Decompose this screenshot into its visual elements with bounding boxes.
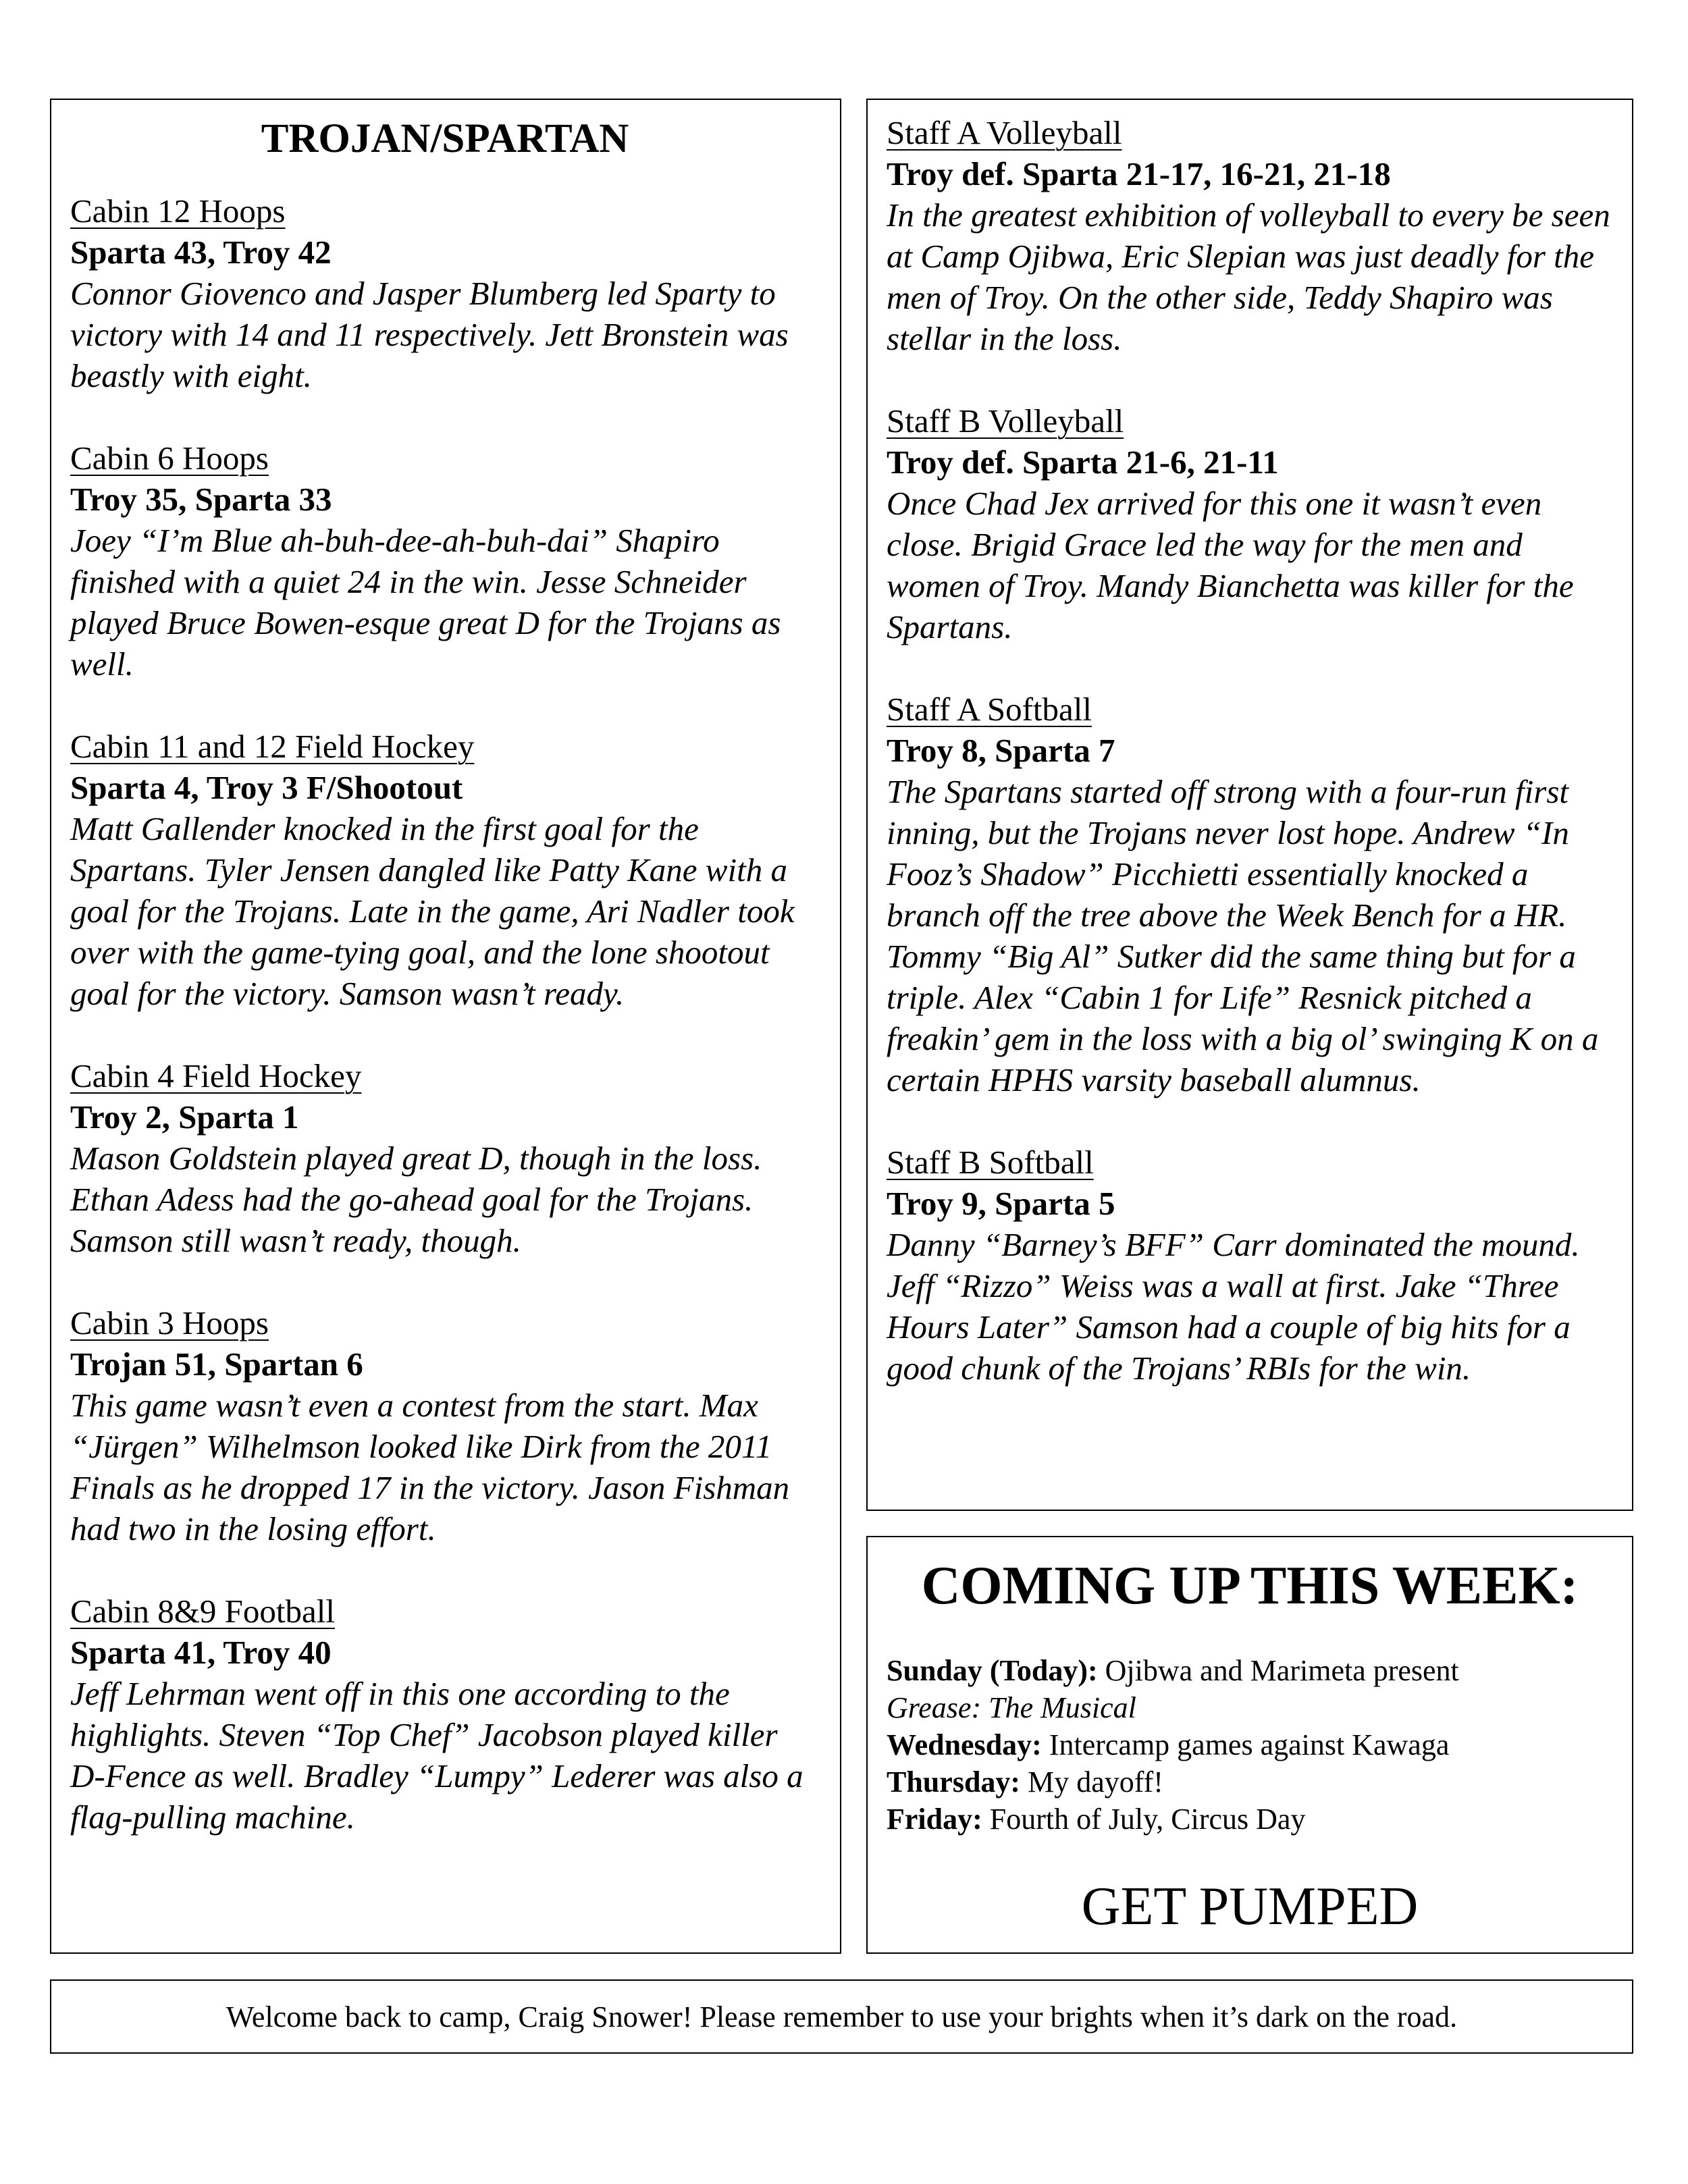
trojan-spartan-box [50,99,841,1954]
section-title: TROJAN/SPARTAN [261,116,629,161]
upcoming-box [866,1536,1633,1954]
event-sunday [887,1652,1613,1689]
event-friday [887,1801,1613,1838]
game-name: Cabin 4 Field Hockey [70,1057,362,1094]
game-entry [70,1591,820,1838]
closing-text: GET PUMPED [1081,1877,1419,1936]
event-text: Fourth of July, Circus Day [982,1803,1306,1836]
event-thursday [887,1763,1613,1801]
game-name: Staff A Volleyball [887,114,1122,151]
game-entry [70,437,820,685]
game-name: Cabin 11 and 12 Field Hockey [70,728,475,765]
game-score: Troy 8, Sparta 7 [887,732,1115,769]
footer-note: Welcome back to camp, Craig Snower! Please remember to use your brights when it’s dark on the road. [226,2000,1458,2033]
event-wednesday [887,1726,1613,1763]
event-day: Thursday: [887,1765,1021,1799]
game-recap: This game wasn’t even a contest from the start. Max “Jürgen” Wilhelmson looked like Dirk from the 2011 Finals as he dropped 17 in the victory. Jason Fishman had two in the losing effort. [70,1387,790,1547]
game-entry [70,726,820,1014]
game-recap: Danny “Barney’s BFF” Carr dominated the mound. Jeff “Rizzo” Weiss was a wall at first. Jake “Three Hours Later” Samson had a couple of big hits for a good chunk of the Trojans’ RBIs for the win. [887,1226,1580,1387]
game-score: Sparta 4, Troy 3 F/Shootout [70,769,463,806]
game-name: Cabin 12 Hoops [70,192,286,230]
game-name: Staff B Softball [887,1144,1094,1181]
game-score: Troy 2, Sparta 1 [70,1098,299,1136]
game-name: Staff B Volleyball [887,402,1124,440]
game-entry [887,689,1612,1100]
game-name: Cabin 6 Hoops [70,440,269,477]
event-day: Wednesday: [887,1728,1042,1761]
game-recap: Joey “I’m Blue ah-buh-dee-ah-buh-dai” Shapiro finished with a quiet 24 in the win. Jesse Schneider played Bruce Bowen-esque great D for the Trojans as well. [70,522,781,683]
game-entry [887,112,1612,359]
event-text: My dayoff! [1020,1765,1163,1799]
game-recap: The Spartans started off strong with a four-run first inning, but the Trojans never lost hope. Andrew “In Fooz’s Shadow” Picchietti essentially knocked a branch off the tree above the Week Bench for a HR. Tommy “Big Al” Sutker did the same thing but for a triple. Alex “Cabin 1 for Life” Resnick pitched a freakin’ gem in the loss with a big ol’ swinging K on a certain HPHS varsity baseball alumnus. [887,773,1599,1098]
game-score: Troy 35, Sparta 33 [70,481,332,518]
game-score: Sparta 43, Troy 42 [70,234,332,271]
game-recap: In the greatest exhibition of volleyball to every be seen at Camp Ojibwa, Eric Slepian was just deadly for the men of Troy. On the other side, Teddy Shapiro was stellar in the loss. [887,196,1610,357]
upcoming-title: COMING UP THIS WEEK: [921,1556,1579,1616]
event-day: Friday: [887,1803,982,1836]
event-day: Sunday (Today): [887,1654,1098,1687]
game-recap: Matt Gallender knocked in the first goal for the Spartans. Tyler Jensen dangled like Patty Kane with a goal for the Trojans. Late in the game, Ari Nadler took over with the game-tying goal, and the lone shootout goal for the victory. Samson wasn’t ready. [70,810,795,1012]
game-entry [70,190,820,396]
game-recap: Mason Goldstein played great D, though in the loss. Ethan Adess had the go-ahead goal for the Trojans. Samson still wasn’t ready, though. [70,1140,762,1259]
event-text: Ojibwa and Marimeta present [1097,1654,1459,1687]
game-name: Staff A Softball [887,691,1092,728]
game-score: Troy def. Sparta 21-17, 16-21, 21-18 [887,155,1391,192]
staff-games-box [866,99,1633,1511]
game-entry [887,400,1612,647]
game-recap: Jeff Lehrman went off in this one according to the highlights. Steven “Top Chef” Jacobson played killer D-Fence as well. Bradley “Lumpy” Lederer was also a flag-pulling machine. [70,1675,803,1836]
game-score: Sparta 41, Troy 40 [70,1634,332,1671]
event-text: Intercamp games against Kawaga [1041,1728,1450,1761]
game-recap: Once Chad Jex arrived for this one it wasn’t even close. Brigid Grace led the way for the men and women of Troy. Mandy Bianchetta was killer for the Spartans. [887,485,1574,645]
game-score: Trojan 51, Spartan 6 [70,1346,363,1383]
game-score: Troy def. Sparta 21-6, 21-11 [887,444,1279,481]
game-name: Cabin 8&9 Football [70,1593,335,1630]
game-entry [70,1055,820,1261]
event-show-title: Grease: The Musical [887,1691,1136,1724]
game-entry [70,1302,820,1549]
footer-box [50,1979,1633,2054]
game-score: Troy 9, Sparta 5 [887,1185,1115,1222]
game-entry [887,1142,1612,1389]
game-name: Cabin 3 Hoops [70,1304,269,1341]
game-recap: Connor Giovenco and Jasper Blumberg led Sparty to victory with 14 and 11 respectively. Jett Bronstein was beastly with eight. [70,275,789,394]
